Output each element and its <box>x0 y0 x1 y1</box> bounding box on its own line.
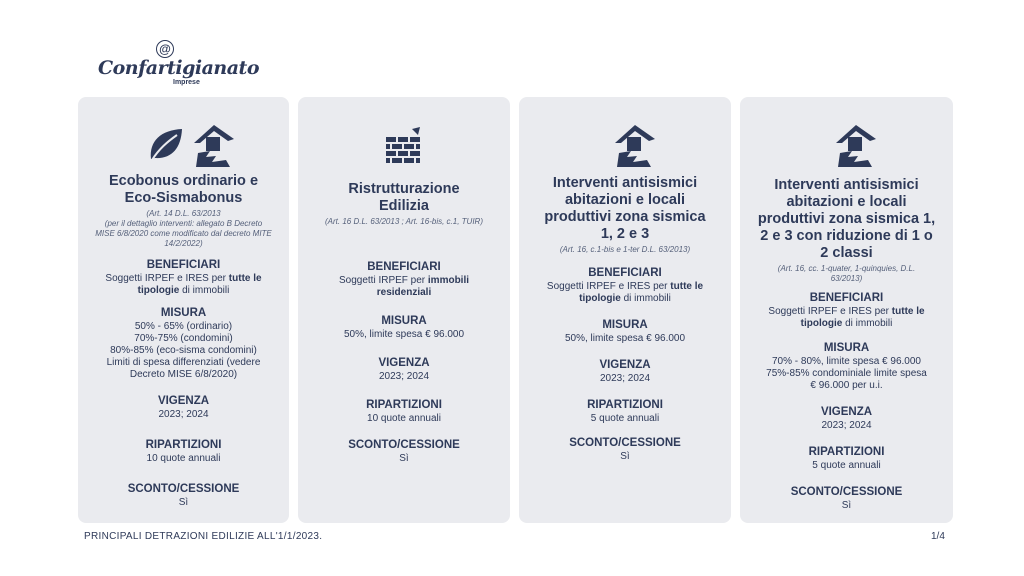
card-ristrutturazione <box>298 97 510 523</box>
logo <box>98 40 259 90</box>
vigenza-label: VIGENZA <box>157 395 210 407</box>
ripartizioni-label: RIPARTIZIONI <box>366 399 442 411</box>
logo-brand: Confartigianato <box>98 57 259 79</box>
card-reference: (Art. 16 D.L. 63/2013 ; Art. 16-bis, c.1, TUIR) <box>325 217 483 226</box>
ripartizioni-value: 10 quote annuali <box>146 453 221 464</box>
card-title: Ristrutturazione Edilizia <box>348 181 460 214</box>
card-ecobonus <box>78 97 289 523</box>
card-antisismici <box>519 97 731 523</box>
card-reference: (Art. 16, cc. 1-quater, 1-quinquies, D.L. 63/2013) <box>777 264 916 283</box>
ripartizioni-value: 5 quote annuali <box>812 460 881 471</box>
leaf-icon <box>147 127 185 163</box>
ripartizioni-label: RIPARTIZIONI <box>145 439 222 451</box>
beneficiari-value: Soggetti IRPEF per immobili residenziali <box>338 275 470 298</box>
card-icons <box>529 97 721 175</box>
vigenza-value: 2023; 2024 <box>599 373 651 384</box>
ripartizioni-value: 5 quote annuali <box>590 413 660 424</box>
card-icons <box>88 97 279 173</box>
sconto-value: Sì <box>620 451 630 462</box>
misura-label: MISURA <box>160 307 207 319</box>
card-reference: (Art. 16, c.1-bis e 1-ter D.L. 63/2013) <box>559 245 691 254</box>
misura-label: MISURA <box>602 319 648 331</box>
page-number: 1/4 <box>931 531 945 542</box>
sconto-label: SCONTO/CESSIONE <box>569 437 681 449</box>
misura-label: MISURA <box>823 342 870 354</box>
vigenza-label: VIGENZA <box>378 357 430 369</box>
beneficiari-label: BENEFICIARI <box>146 259 221 271</box>
misura-value: 50% - 65% (ordinario) 70%-75% (condomini) 80%-85% (eco-sisma condomini) Limiti di spesa differenziati (vedere Decreto MISE 6/8/2020) <box>106 321 261 380</box>
vigenza-label: VIGENZA <box>599 359 651 371</box>
vigenza-label: VIGENZA <box>820 406 873 418</box>
misura-value: 50%, limite spesa € 96.000 <box>564 333 686 344</box>
logo-sub: Imprese <box>173 79 200 86</box>
beneficiari-value: Soggetti IRPEF e IRES per tutte le tipologie di immobili <box>768 306 925 329</box>
house-crack-icon <box>192 123 240 169</box>
ripartizioni-value: 10 quote annuali <box>367 413 441 424</box>
beneficiari-label: BENEFICIARI <box>588 267 662 279</box>
misura-label: MISURA <box>381 315 427 327</box>
brick-wall-icon <box>384 127 424 165</box>
vigenza-value: 2023; 2024 <box>158 409 209 420</box>
sconto-value: Sì <box>841 500 852 511</box>
card-title: Interventi antisismici abitazioni e locali produttivi zona sismica 1, 2 e 3 <box>544 175 706 242</box>
card-title: Ecobonus ordinario e Eco-Sismabonus <box>108 173 259 206</box>
beneficiari-label: BENEFICIARI <box>367 261 441 273</box>
vigenza-value: 2023; 2024 <box>378 371 430 382</box>
misura-value: 50%, limite spesa € 96.000 <box>343 329 465 340</box>
sconto-label: SCONTO/CESSIONE <box>127 483 240 495</box>
beneficiari-value: Soggetti IRPEF e IRES per tutte le tipologie di immobili <box>546 281 704 304</box>
beneficiari-label: BENEFICIARI <box>809 292 884 304</box>
card-title: Interventi antisismici abitazioni e locali produttivi zona sismica 1, 2 e 3 con riduzione di 1 o 2 classi <box>757 177 936 261</box>
sconto-label: SCONTO/CESSIONE <box>790 486 903 498</box>
sconto-value: Sì <box>399 453 409 464</box>
logo-at-mark: @ <box>156 40 174 58</box>
sconto-value: Sì <box>178 497 189 508</box>
sconto-label: SCONTO/CESSIONE <box>348 439 460 451</box>
misura-value: 70% - 80%, limite spesa € 96.000 75%-85% condominiale limite spesa € 96.000 per u.i. <box>766 356 927 391</box>
card-antisismici-classi <box>740 97 953 523</box>
ripartizioni-label: RIPARTIZIONI <box>587 399 663 411</box>
house-crack-icon <box>834 123 882 169</box>
footer-caption: PRINCIPALI DETRAZIONI EDILIZIE ALL'1/1/2023. <box>84 531 323 542</box>
card-icons <box>308 97 500 173</box>
card-icons <box>750 97 943 177</box>
ripartizioni-label: RIPARTIZIONI <box>808 446 885 458</box>
beneficiari-value: Soggetti IRPEF e IRES per tutte le tipologie di immobili <box>105 273 262 296</box>
vigenza-value: 2023; 2024 <box>821 420 872 431</box>
card-reference: (Art. 14 D.L. 63/2013 (per il dettaglio interventi: allegato B Decreto MISE 6/8/2020 come modificato dal decreto MITE 14/2/2022) <box>95 209 272 248</box>
house-crack-icon <box>613 123 661 169</box>
